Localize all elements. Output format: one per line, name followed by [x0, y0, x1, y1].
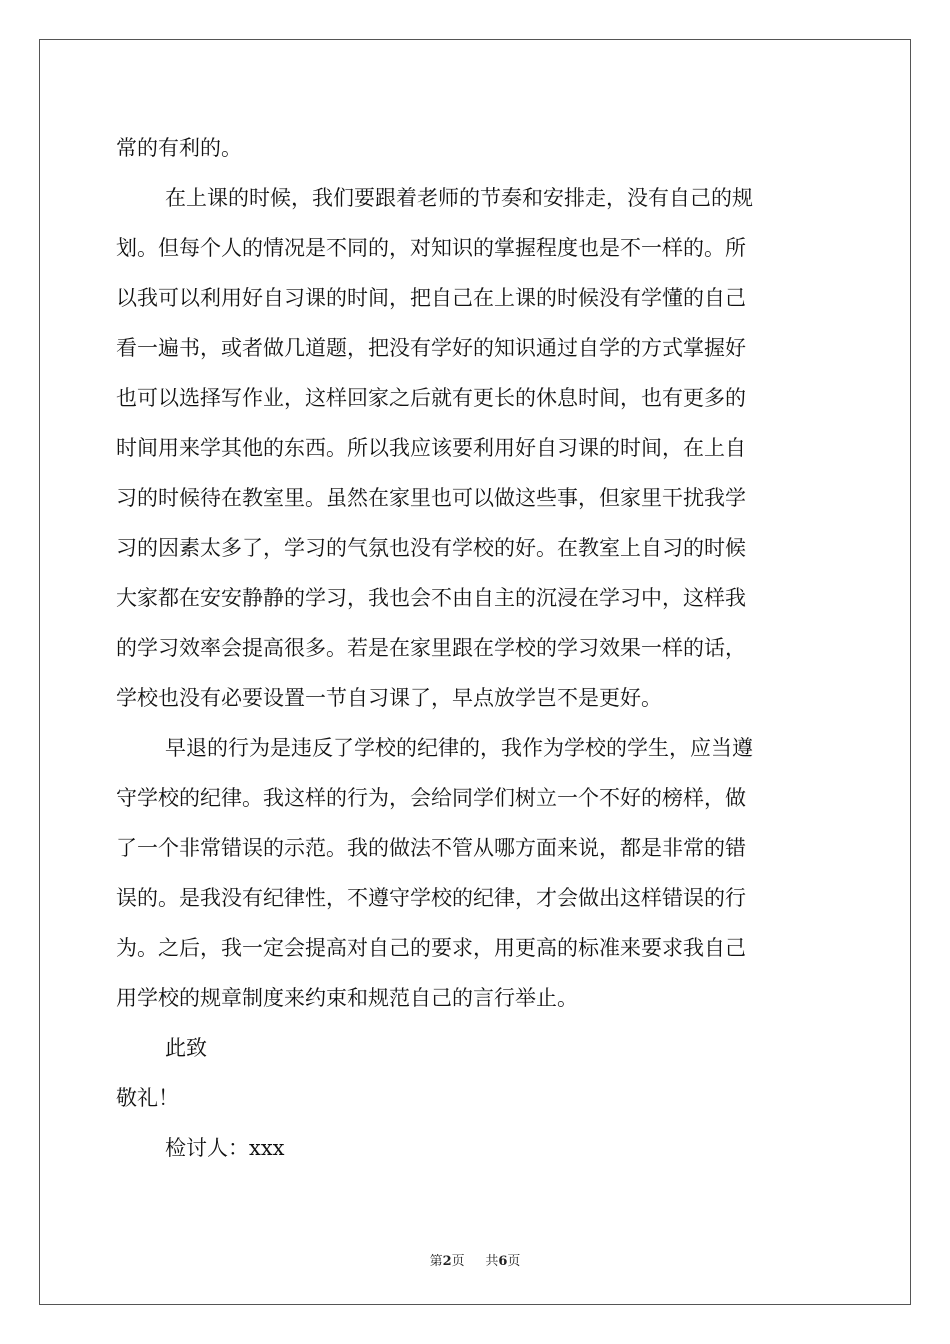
page-footer: [0, 1250, 950, 1269]
text-line: 看一遍书，或者做几道题，把没有学好的知识通过自学的方式掌握好: [116, 336, 746, 360]
text-line: 用学校的规章制度来约束和规范自己的言行举止。: [116, 986, 578, 1010]
text-line: 习的因素太多了，学习的气氛也没有学校的好。在教室上自习的时候: [116, 536, 746, 560]
text-line: 划。但每个人的情况是不同的，对知识的掌握程度也是不一样的。所: [116, 236, 746, 260]
text-line: 时间用来学其他的东西。所以我应该要利用好自习课的时间，在上自: [116, 436, 746, 460]
signature-line: 检讨人：xxx: [165, 1136, 285, 1160]
text-line: 也可以选择写作业，这样回家之后就有更长的休息时间，也有更多的: [116, 386, 746, 410]
text-line: 误的。是我没有纪律性，不遵守学校的纪律，才会做出这样错误的行: [116, 886, 746, 910]
text-line: 常的有利的。: [116, 136, 242, 160]
closing-salutation: 此致: [165, 1036, 207, 1060]
text-line: 大家都在安安静静的学习，我也会不由自主的沉浸在学习中，这样我: [116, 586, 746, 610]
text-line: 为。之后，我一定会提高对自己的要求，用更高的标准来要求我自己: [116, 936, 746, 960]
page-number: 第2页: [429, 1254, 465, 1269]
text-line: 以我可以利用好自习课的时间，把自己在上课的时候没有学懂的自己: [116, 286, 746, 310]
text-line: 习的时候待在教室里。虽然在家里也可以做这些事，但家里干扰我学: [116, 486, 746, 510]
text-line: 早退的行为是违反了学校的纪律的，我作为学校的学生，应当遵: [165, 736, 753, 760]
text-line: 了一个非常错误的示范。我的做法不管从哪方面来说，都是非常的错: [116, 836, 746, 860]
text-line: 在上课的时候，我们要跟着老师的节奏和安排走，没有自己的规: [165, 186, 753, 210]
text-line: 学校也没有必要设置一节自习课了，早点放学岂不是更好。: [116, 686, 662, 710]
page-frame: [39, 39, 911, 1305]
page-total: 共6页: [485, 1254, 521, 1269]
closing-regards: 敬礼！: [116, 1086, 179, 1110]
text-line: 的学习效率会提高很多。若是在家里跟在学校的学习效果一样的话，: [116, 636, 746, 660]
text-line: 守学校的纪律。我这样的行为，会给同学们树立一个不好的榜样，做: [116, 786, 746, 810]
